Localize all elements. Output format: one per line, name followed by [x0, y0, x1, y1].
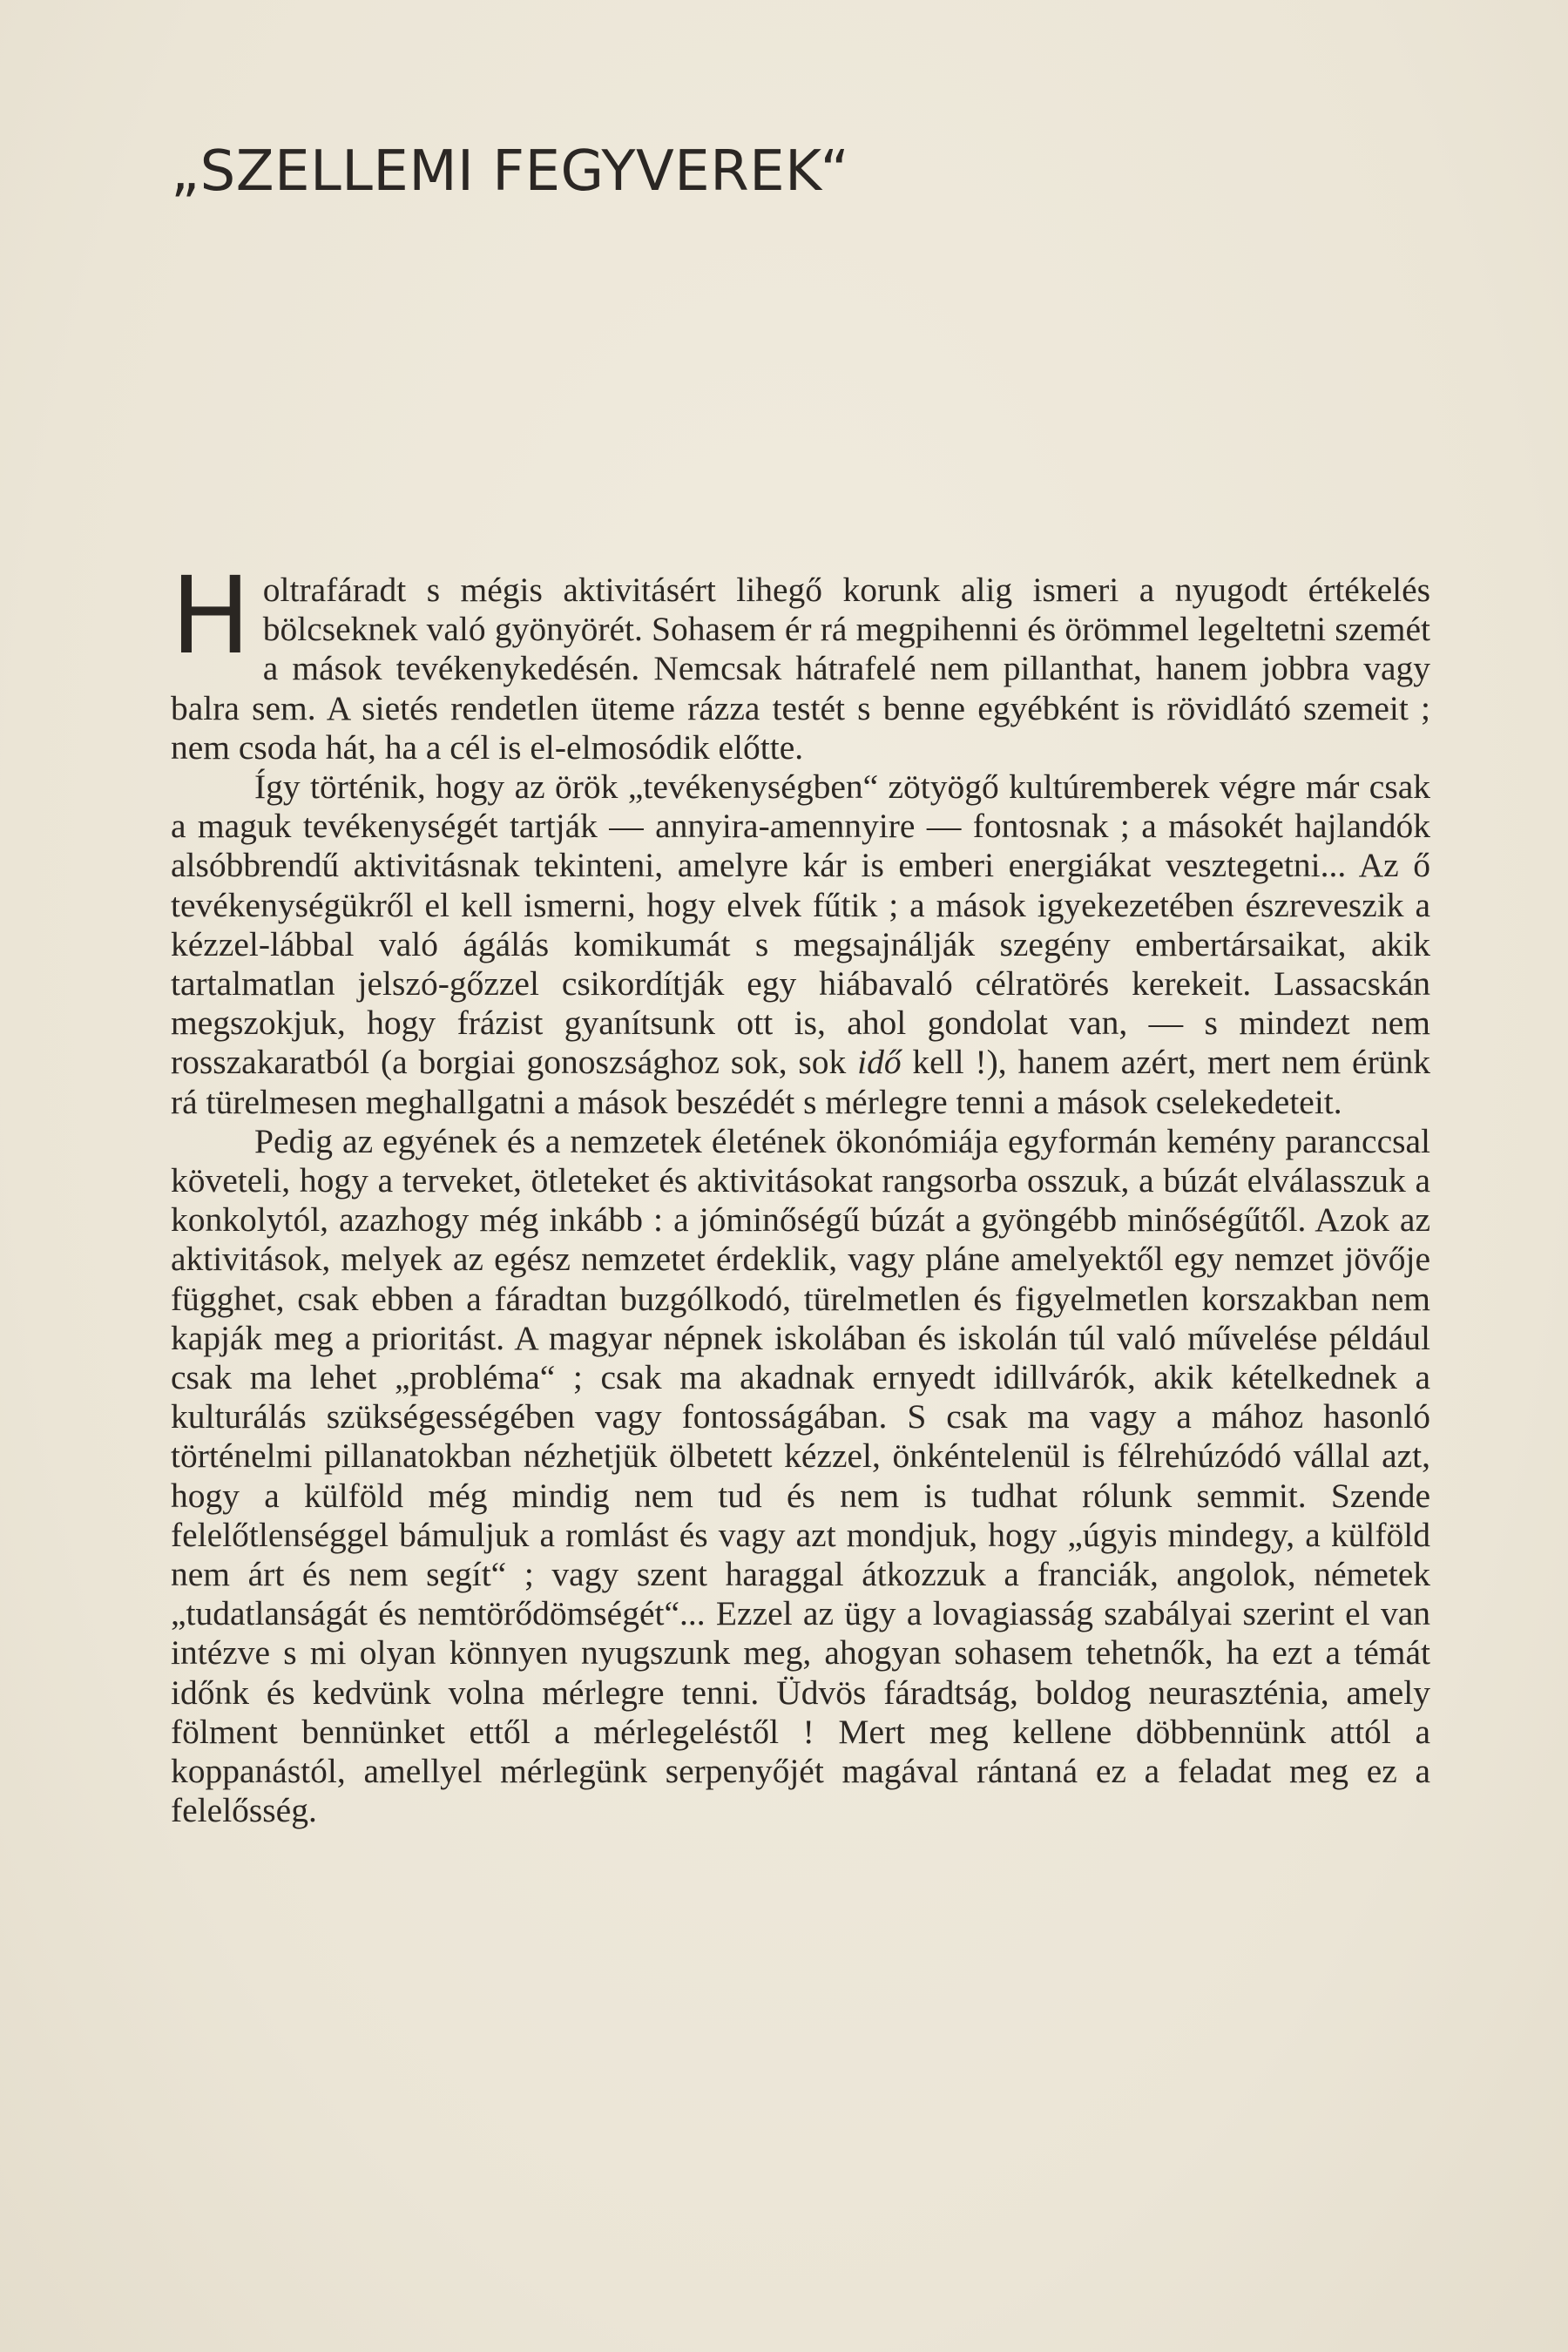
paragraph-text: oltrafáradt s mégis aktivitásért lihegő korunk alig ismeri a nyugodt értékelés bölcseknek való gyönyörét. Sohasem ér rá megpihenni és örömmel legeltetni szemét a mások tevékenykedésén. Nemcsak hátrafelé nem pillanthat, hanem jobbra vagy balra sem. A sietés rendetlen üteme rázza testét s benne egyébként is rövidlátó szemeit ; nem csoda hát, ha a cél is el-elmosódik előtte.: [171, 571, 1430, 767]
article-body: [171, 554, 1430, 1831]
paragraph-text: Így történik, hogy az örök „tevékenységben“ zötyögő kultúremberek végre már csak a maguk tevékenységét tartják — annyira-amennyire — fontosnak ; a másokét hajlandók alsóbbrendű aktivitásnak tekinteni, amelyre kár is emberi energiákat vesztegetni... Az ő tevékenységükről el kell ismerni, hogy elvek fűtik ; a mások igyekezetében észreveszik a kézzel-lábbal való ágálás komikumát s megsajnálják szegény embertársaikat, akik tartalmatlan jelszó-gőzzel csikordítják egy hiábavaló célratörés kerekeit. Lassacskán megszokjuk, hogy frázist gyanítsunk ott is, ahol gondolat van, — s mindezt nem rosszakaratból (a borgiai gonoszsághoz sok, sok: [171, 767, 1430, 1082]
page-title: „SZELLEMI FEGYVEREK“: [171, 139, 850, 204]
italic-text: idő: [857, 1043, 902, 1082]
paragraph-1: [171, 554, 1430, 767]
paragraph-3: [171, 1122, 1430, 1831]
paragraph-text: Pedig az egyének és a nemzetek életének ökonómiája egyformán kemény paranccsal követeli, hogy a terveket, ötleteket és aktivitásokat rangsorba osszuk, a búzát elválasszuk a konkolytól, azazhogy még inkább : a jóminőségű búzát a gyöngébb minőségűtől. Azok az aktivitások, melyek az egész nemzetet érdeklik, vagy pláne amelyektől egy nemzet jövője függhet, csak ebben a fáradtan buzgólkodó, türelmetlen és figyelmetlen korszakban nem kapják meg a prioritást. A magyar népnek iskolában és iskolán túl való művelése például csak ma lehet „probléma“ ; csak ma akadnak ernyedt idillvárók, akik kételkednek a kulturálás szükségességében vagy fontosságában. S csak ma vagy a mához hasonló történelmi pillanatokban nézhetjük ölbetett kézzel, önkéntelenül is félrehúzódó vállal azt, hogy a külföld még mindig nem tud és nem is tudhat rólunk semmit. Szende felelőtlenséggel bámuljuk a romlást és vagy azt mondjuk, hogy „úgyis mindegy, a külföld nem árt és nem segít“ ; vagy szent haraggal átkozzuk a franciák, angolok, németek „tudatlanságát és nemtörődömségét“... Ezzel az ügy a lovagiasság szabályai szerint el van intézve s mi olyan könnyen nyugszunk meg, ahogyan sohasem tehetnők, ha ezt a témát időnk és kedvünk volna mérlegre tenni. Üdvös fáradtság, boldog neuraszténia, amely fölment bennünket ettől a mérlegeléstől ! Mert meg kellene döbbennünk attól a koppanástól, amellyel mérlegünk serpenyőjét magával rántaná ez a feladat meg ez a felelősség.: [171, 1121, 1430, 1830]
paragraph-2: [171, 767, 1430, 1122]
drop-cap: H: [171, 554, 251, 678]
paragraph-text: kell !), hanem azért, mert nem érünk rá türelmesen meghallgatni a mások beszédét s mérlegre tenni a mások cselekedeteit.: [171, 1043, 1430, 1121]
